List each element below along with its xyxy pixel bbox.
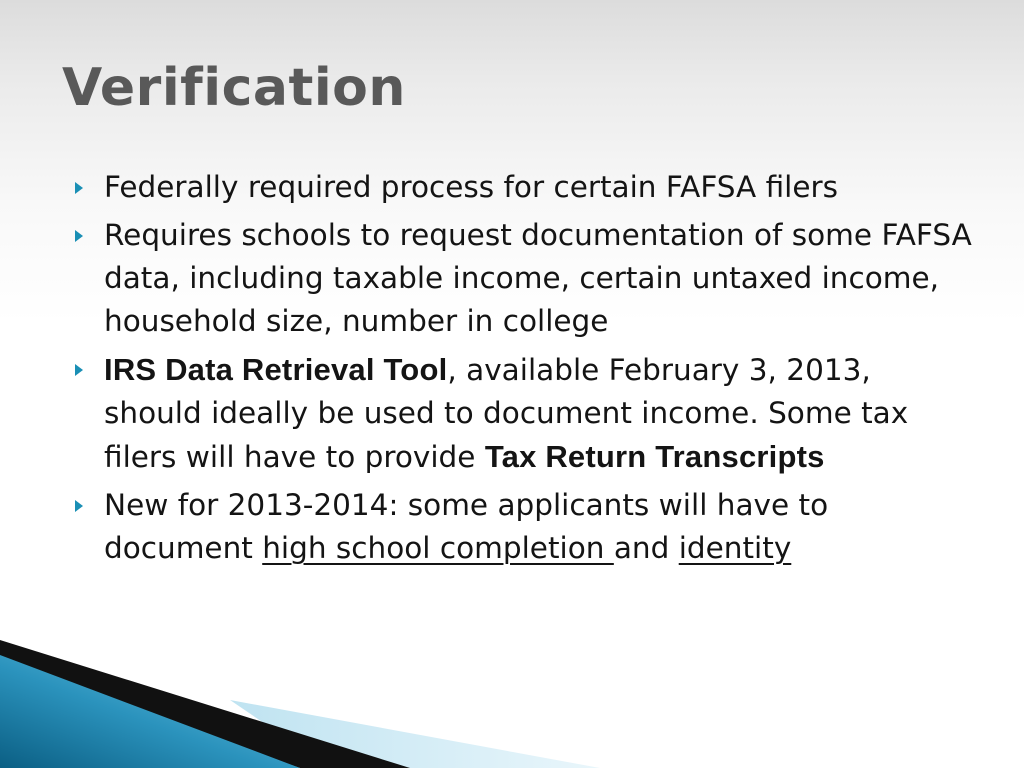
bullet-item-3 bbox=[74, 348, 974, 479]
bullet-text: , available February 3, 2013, should ideally be used to document income. Some tax filers will have to provide bbox=[104, 353, 909, 474]
bullet-text: and bbox=[613, 531, 679, 565]
high-school-completion-text: high school completion bbox=[262, 531, 614, 565]
triangle-bullet-icon bbox=[75, 364, 83, 376]
identity-text: identity bbox=[678, 531, 792, 565]
triangle-bullet-icon bbox=[75, 500, 83, 512]
tax-transcripts-label: Tax Return Transcripts bbox=[484, 439, 825, 474]
slide-title: Verification bbox=[62, 58, 406, 118]
bullet-item-2 bbox=[74, 214, 974, 343]
bullet-list bbox=[74, 166, 974, 575]
bullet-text: Federally required process for certain FAFSA filers bbox=[104, 170, 839, 204]
bullet-text: Requires schools to request documentation of some FAFSA data, including taxable income, certain untaxed income, household size, number in college bbox=[104, 218, 972, 338]
bullet-item-4 bbox=[74, 484, 974, 570]
irs-tool-label: IRS Data Retrieval Tool bbox=[104, 352, 448, 387]
bullet-text: New for 2013-2014: some applicants will have to document bbox=[104, 488, 829, 565]
triangle-bullet-icon bbox=[75, 230, 83, 242]
bullet-item-1 bbox=[74, 166, 974, 209]
triangle-bullet-icon bbox=[75, 182, 83, 194]
